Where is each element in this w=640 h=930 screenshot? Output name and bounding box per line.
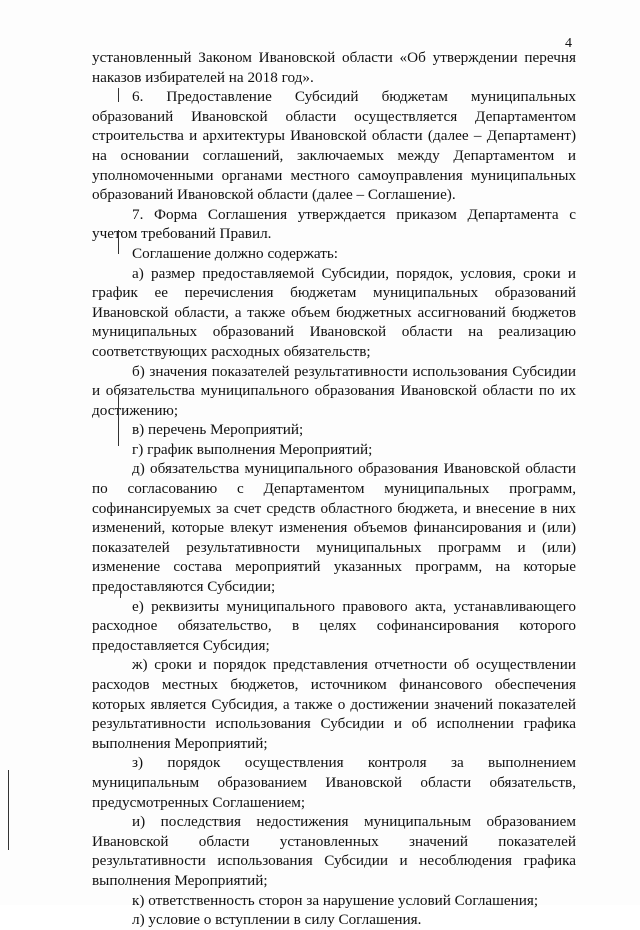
list-item-b: б) значения показателей результативности использования Субсидии и обязательства муниципального образования Ивановской области по их достижению;	[92, 362, 576, 419]
agreement-contents-intro: Соглашение должно содержать:	[132, 244, 339, 262]
page-number: 4	[565, 36, 572, 51]
list-item-z: з) порядок осуществления контроля за выполнением муниципальным образованием Ивановской области обязательств, предусмотренных Соглашением;	[92, 754, 576, 811]
list-item-l: л) условие о вступлении в силу Соглашения.	[132, 911, 422, 929]
list-item-e: е) реквизиты муниципального правового акта, устанавливающего расходное обязательство, в целях софинансирования которого предоставляется Субсидия;	[92, 597, 576, 654]
margin-mark	[120, 588, 121, 598]
list-item-g: г) график выполнения Мероприятий;	[132, 440, 373, 458]
list-item-d: д) обязательства муниципального образования Ивановской области по согласованию с Департаментом муниципальных программ, софинансируемых за счет средств областного бюджета, и внесение в них изменений, которые влекут изменения объемов финансирования и (или) показателей результативности муниципальных программ и (или) изменение состава мероприятий указанных программ, на которые предоставляются Субсидии;	[92, 460, 576, 596]
margin-mark	[118, 394, 119, 446]
document-body	[92, 48, 576, 930]
paragraph-continuation: установленный Законом Ивановской области «Об утверждении перечня наказов избирателей на 2018 год».	[92, 49, 576, 86]
margin-mark	[8, 770, 9, 850]
list-item-v: в) перечень Мероприятий;	[132, 421, 304, 439]
margin-mark	[118, 88, 119, 102]
paragraph-6: 6. Предоставление Субсидий бюджетам муниципальных образований Ивановской области осуществляется Департаментом строительства и архитектуры Ивановской области (далее – Департамент) на основании соглашений, заключаемых между Департаментом и уполномоченными органами местного самоуправления муниципальных образований Ивановской области (далее – Соглашение).	[92, 88, 576, 204]
list-item-i: и) последствия недостижения муниципальным образованием Ивановской области установленных значений показателей результативности использования Субсидии и несоблюдения графика выполнения Мероприятий;	[92, 813, 576, 889]
list-item-zh: ж) сроки и порядок представления отчетности об осуществлении расходов местных бюджетов, источником финансового обеспечения которых является Субсидия, а также о достижении значений показателей результативности использования Субсидии и об исполнении графика выполнения Мероприятий;	[92, 656, 576, 752]
list-item-k: к) ответственность сторон за нарушение условий Соглашения;	[132, 891, 539, 909]
paragraph-7: 7. Форма Соглашения утверждается приказом Департамента с учетом требований Правил.	[92, 205, 576, 243]
list-item-a: а) размер предоставляемой Субсидии, порядок, условия, сроки и график ее перечисления бюджетам муниципальных образований Ивановской области, а также объем бюджетных ассигнований бюджетов муниципальных образований Ивановской области на реализацию соответствующих расходных обязательств;	[92, 264, 576, 360]
margin-mark	[118, 230, 119, 254]
